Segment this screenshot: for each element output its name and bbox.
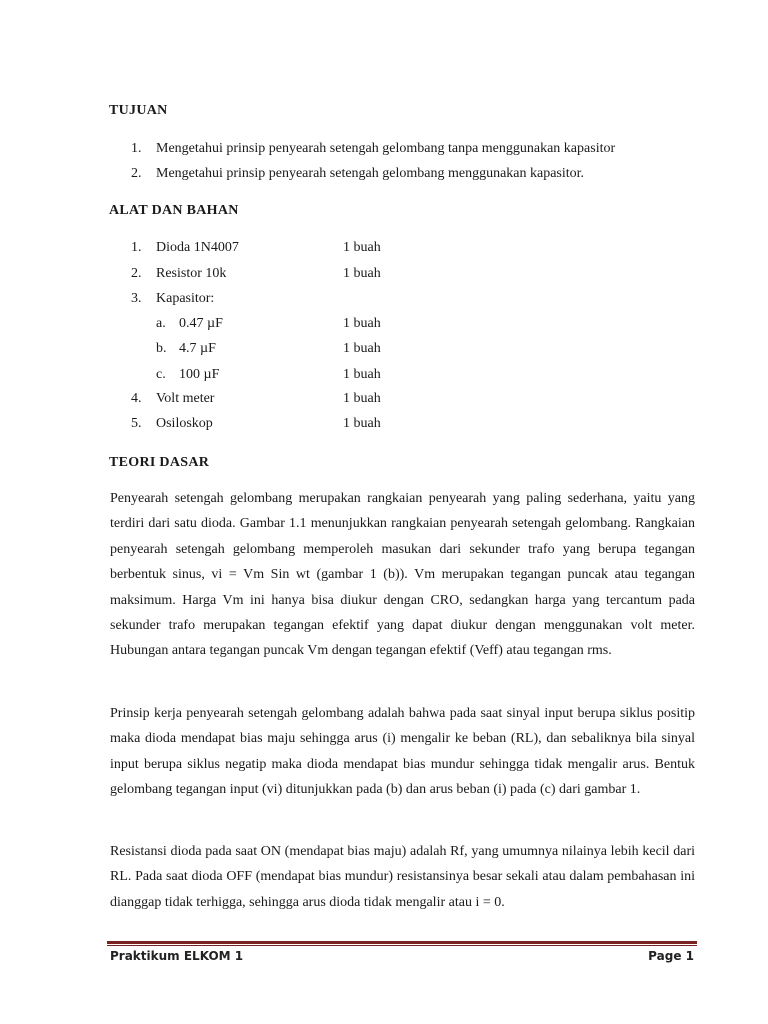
list-number: 1. [131, 240, 142, 255]
list-quantity: 1 buah [343, 240, 381, 255]
sub-list-text: 0.47 µF [179, 316, 223, 331]
list-number: 2. [131, 266, 142, 281]
list-number: 2. [131, 166, 142, 181]
heading-tujuan: TUJUAN [109, 103, 168, 118]
list-text: Kapasitor: [156, 291, 215, 306]
heading-alat-dan-bahan: ALAT DAN BAHAN [109, 203, 239, 218]
page-number: Page 1 [648, 949, 694, 963]
list-quantity: 1 buah [343, 367, 381, 382]
list-number: 1. [131, 141, 142, 156]
paragraph: Penyearah setengah gelombang merupakan rangkaian penyearah yang paling sederhana, yaitu yang terdiri dari satu dioda. Gambar 1.1 menunjukkan rangkaian penyearah setengah gelombang. Rangkaian penyearah setengah gelombang memperoleh masukan dari sekunder trafo yang berupa tegangan berbentuk sinus, vi = Vm Sin wt (gambar 1 (b)). Vm merupakan tegangan puncak atau tegangan maksimum. Harga Vm ini hanya bisa diukur dengan CRO, sedangkan harga yang tercantum pada sekunder trafo merupakan tegangan efektif yang dapat diukur dengan menggunakan volt meter. Hubungan antara tegangan puncak Vm dengan tegangan efektif (Veff) atau tegangan rms. [110, 491, 695, 659]
paragraph: Resistansi dioda pada saat ON (mendapat bias maju) adalah Rf, yang umumnya nilainya lebih kecil dari RL. Pada saat dioda OFF (mendapat bias mundur) resistansinya besar sekali atau dalam pembahasan ini dianggap tidak terhigga, sehingga arus dioda tidak mengalir atau i = 0. [110, 844, 695, 910]
paragraph: Prinsip kerja penyearah setengah gelombang adalah bahwa pada saat sinyal input berupa siklus positip maka dioda mendapat bias maju sehingga arus (i) mengalir ke beban (RL), dan sebaliknya bila sinyal input berupa siklus negatip maka dioda mendapat bias mundur sehingga tidak mengalir arus. Bentuk gelombang tegangan input (vi) ditunjukkan pada (b) dan arus beban (i) pada (c) dari gambar 1. [110, 706, 695, 798]
footer-title: Praktikum ELKOM 1 [110, 949, 244, 963]
list-text: Mengetahui prinsip penyearah setengah gelombang tanpa menggunakan kapasitor [156, 141, 616, 156]
sub-list-text: 4.7 µF [179, 341, 216, 356]
list-number: 4. [131, 391, 142, 406]
list-quantity: 1 buah [343, 341, 381, 356]
sub-list-letter: b. [156, 341, 167, 356]
list-text: Osiloskop [156, 416, 213, 431]
list-text: Mengetahui prinsip penyearah setengah gelombang menggunakan kapasitor. [156, 166, 585, 181]
list-text: Resistor 10k [156, 266, 227, 281]
list-quantity: 1 buah [343, 391, 381, 406]
sub-list-letter: a. [156, 316, 166, 331]
list-number: 3. [131, 291, 142, 306]
list-quantity: 1 buah [343, 316, 381, 331]
sub-list-letter: c. [156, 367, 166, 382]
footer-rule [107, 941, 697, 944]
heading-teori-dasar: TEORI DASAR [109, 455, 210, 470]
list-quantity: 1 buah [343, 416, 381, 431]
sub-list-text: 100 µF [179, 367, 220, 382]
list-number: 5. [131, 416, 142, 431]
list-text: Volt meter [156, 391, 215, 406]
footer-rule-thin [107, 945, 697, 946]
list-text: Dioda 1N4007 [156, 240, 239, 255]
list-quantity: 1 buah [343, 266, 381, 281]
